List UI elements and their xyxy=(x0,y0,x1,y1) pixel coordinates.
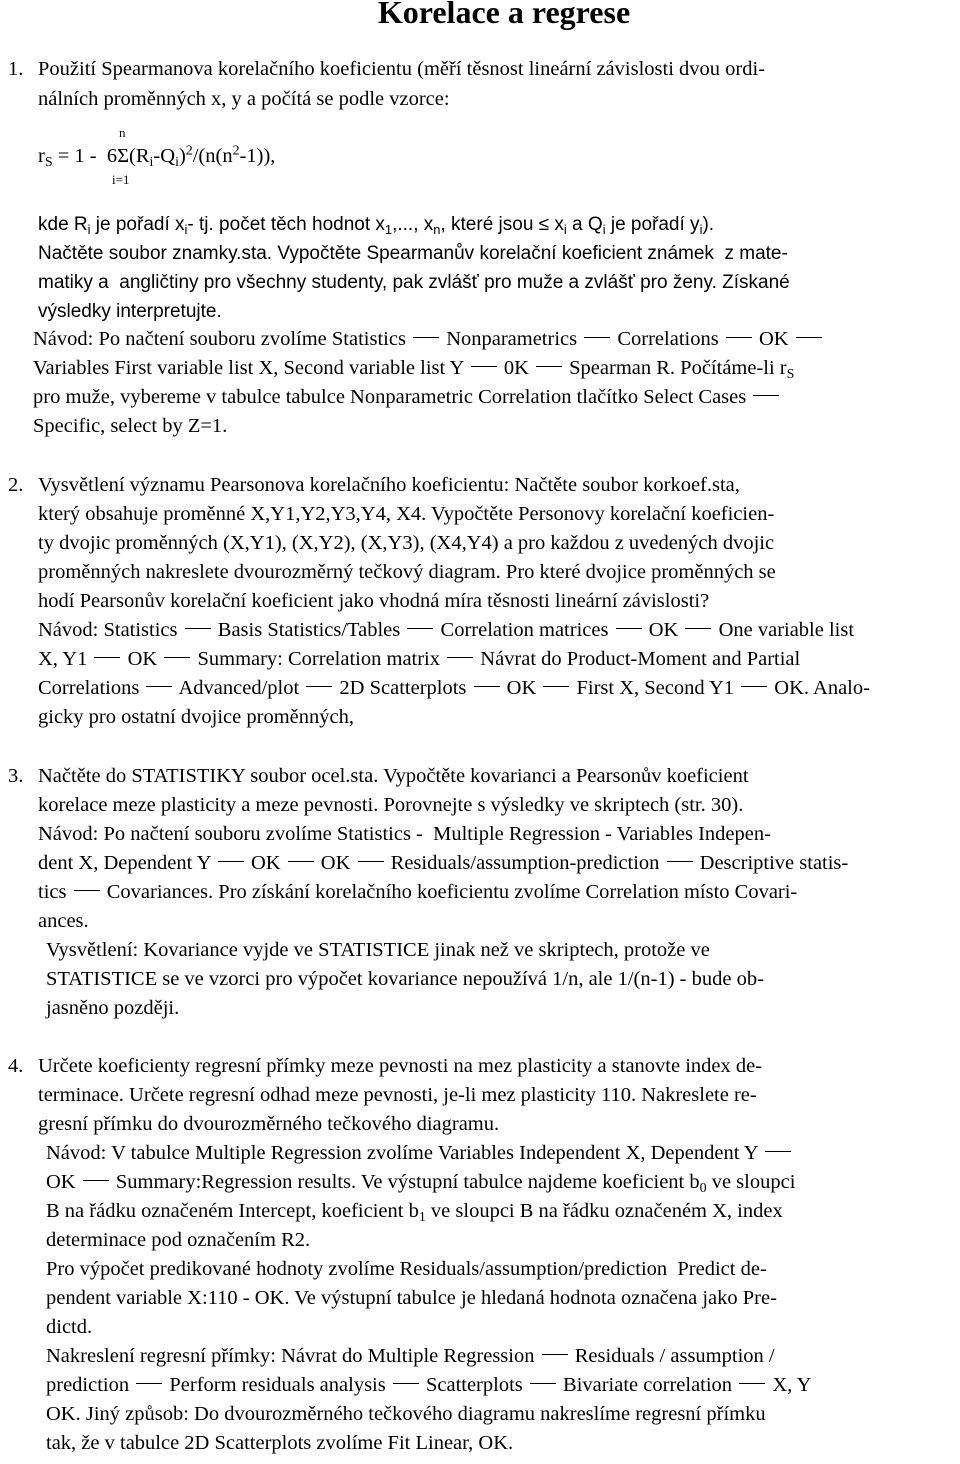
task4-regline-3: OK. Jiný způsob: Do dvourozměrného tečkového diagramu nakreslíme regresní přímku xyxy=(46,1403,766,1425)
dash-icon xyxy=(796,337,822,338)
dash-icon xyxy=(765,1151,791,1152)
task3-line-5: tics Covariances. Pro získání korelačního koeficientu zvolíme Correlation místo Covari- xyxy=(38,881,798,903)
task1-guide-4: Specific, select by Z=1. xyxy=(33,415,228,437)
task1-guide-3: pro muže, vybereme v tabulce tabulce Nonparametric Correlation tlačítko Select Cases xyxy=(33,384,781,410)
task2-line-5: hodí Pearsonův korelační koeficient jako vhodná míra těsnosti lineární závislosti? xyxy=(38,590,710,612)
task2-guide-4: gicky pro ostatní dvojice proměnných, xyxy=(38,706,354,728)
task1-line-5: matiky a angličtiny pro všechny studenty, pak zvlášť pro muže a zvlášť pro ženy. Získané xyxy=(38,272,790,293)
task4-predict-1: Pro výpočet predikované hodnoty zvolíme Residuals/assumption/prediction Predict de- xyxy=(46,1258,767,1280)
dash-icon xyxy=(543,686,569,687)
task4-regline-4: tak, že v tabulce 2D Scatterplots zvolíme Fit Linear, OK. xyxy=(46,1432,514,1454)
dash-icon xyxy=(471,366,497,367)
dash-icon xyxy=(536,366,562,367)
dash-icon xyxy=(164,657,190,658)
dash-icon xyxy=(306,686,332,687)
task1-line-2: nálních proměnných x, y a počítá se podle vzorce: xyxy=(38,88,450,110)
dash-icon xyxy=(146,686,172,687)
dash-icon xyxy=(753,395,779,396)
formula-sum-upper: n xyxy=(119,125,126,140)
dash-icon xyxy=(616,628,642,629)
task3-explain-3: jasněno později. xyxy=(46,997,180,1019)
task3-line-4: dent X, Dependent Y OK OK Residuals/assumption-prediction Descriptive statis- xyxy=(38,852,849,874)
task4-regline-1: Nakreslení regresní přímky: Návrat do Multiple Regression Residuals / assumption / xyxy=(46,1345,775,1367)
task2-line-3: ty dvojic proměnných (X,Y1), (X,Y2), (X,Y3), (X4,Y4) a pro každou z uvedených dvojic xyxy=(38,532,775,554)
dash-icon xyxy=(667,861,693,862)
dash-icon xyxy=(218,861,244,862)
dash-icon xyxy=(74,890,100,891)
dash-icon xyxy=(530,1383,556,1384)
task4-predict-2: pendent variable X:110 - OK. Ve výstupní tabulce je hledaná hodnota označena jako Pre- xyxy=(46,1287,777,1309)
task3-number: 3. xyxy=(8,765,24,787)
dash-icon xyxy=(542,1354,568,1355)
task2-number: 2. xyxy=(8,474,24,496)
dash-icon xyxy=(474,686,500,687)
task3-line-3: Návod: Po načtení souboru zvolíme Statistics - Multiple Regression - Variables Indepen- xyxy=(38,823,771,845)
dash-icon xyxy=(726,337,752,338)
task1-line-6: výsledky interpretujte. xyxy=(38,301,222,322)
task2-line-2: který obsahuje proměnné X,Y1,Y2,Y3,Y4, X4. Vypočtěte Personovy korelační koeficien- xyxy=(38,503,775,525)
task4-guide-3: B na řádku označeném Intercept, koeficient $b_1$ ve sloupci B na řádku označeném X, index xyxy=(46,1200,783,1226)
dash-icon xyxy=(83,1180,109,1181)
task1-number: 1. xyxy=(8,58,24,80)
task3-explain-2: STATISTICE se ve vzorci pro výpočet kovariance nepoužívá 1/n, ale 1/(n-1) - bude ob- xyxy=(46,968,764,990)
task2-guide-3: Correlations Advanced/plot 2D Scatterplots OK First X, Second Y1 OK. Analo- xyxy=(38,677,870,699)
task4-predict-3: dictd. xyxy=(46,1316,93,1338)
task3-explain-1: Vysvětlení: Kovariance vyjde ve STATISTICE jinak než ve skriptech, protože ve xyxy=(46,939,710,961)
dash-icon xyxy=(94,657,120,658)
task4-line-1: Určete koeficienty regresní přímky meze pevnosti na mez plasticity a stanovte index de- xyxy=(38,1055,763,1077)
task1-line-1: Použití Spearmanova korelačního koeficientu (měří těsnost lineární závislosti dvou ordi- xyxy=(38,58,765,80)
spearman-formula: $r_S = 1 - 6\Sigma(R_i-Q_i)^2/(n(n^2-1))$, xyxy=(38,143,276,171)
task2-guide-1: Návod: Statistics Basis Statistics/Tables Correlation matrices OK One variable list xyxy=(38,619,855,641)
dash-icon xyxy=(584,337,610,338)
task1-guide-2: Variables First variable list X, Second variable list Y 0K Spearman R. Počítáme-li $r_S$ xyxy=(33,357,795,383)
task4-guide-2: OK Summary:Regression results. Ve výstupní tabulce najdeme koeficient $b_0$ ve sloupci xyxy=(46,1171,796,1197)
dash-icon xyxy=(447,657,473,658)
task4-regline-2: prediction Perform residuals analysis Scatterplots Bivariate correlation X, Y xyxy=(46,1374,812,1396)
task1-line-4: Načtěte soubor znamky.sta. Vypočtěte Spearmanův korelační koeficient známek z mate- xyxy=(38,243,788,264)
task3-line-2: korelace meze plasticity a meze pevnosti. Porovnejte s výsledky ve skriptech (str. 30). xyxy=(38,794,744,816)
task3-line-6: ances. xyxy=(38,910,89,932)
formula-sum-lower: i=1 xyxy=(112,172,130,187)
task3-line-1: Načtěte do STATISTIKY soubor ocel.sta. Vypočtěte kovarianci a Pearsonův koeficient xyxy=(38,765,749,787)
dash-icon xyxy=(393,1383,419,1384)
task2-line-1: Vysvětlení významu Pearsonova korelačního koeficientu: Načtěte soubor korkoef.sta, xyxy=(38,474,740,496)
dash-icon xyxy=(136,1383,162,1384)
dash-icon xyxy=(685,628,711,629)
task4-line-2: terminace. Určete regresní odhad meze pevnosti, je-li mez plasticity 110. Nakreslete re- xyxy=(38,1084,757,1106)
task2-line-4: proměnných nakreslete dvourozměrný tečkový diagram. Pro které dvojice proměnných se xyxy=(38,561,776,583)
task4-number: 4. xyxy=(8,1055,24,1077)
dash-icon xyxy=(407,628,433,629)
task4-line-3: gresní přímku do dvourozměrného tečkového diagramu. xyxy=(38,1113,500,1135)
task4-guide-4: determinace pod označením R2. xyxy=(46,1229,311,1251)
dash-icon xyxy=(741,686,767,687)
task1-guide-1: Návod: Po načtení souboru zvolíme Statistics Nonparametrics Correlations OK xyxy=(33,326,824,352)
dash-icon xyxy=(358,861,384,862)
less-equal-symbol: ≤ xyxy=(538,214,550,235)
task4-guide-1: Návod: V tabulce Multiple Regression zvolíme Variables Independent X, Dependent Y xyxy=(46,1140,793,1166)
task1-where-line: kde $R_i$ je pořadí $x_i-$ tj. počet těch hodnot $x_1$,..., $x_n$, které jsou ≤ $x_i$ a $Q_i$ je pořadí $y_i$). xyxy=(38,214,715,237)
dash-icon xyxy=(413,337,439,338)
dash-icon xyxy=(739,1383,765,1384)
dash-icon xyxy=(185,628,211,629)
dash-icon xyxy=(288,861,314,862)
page-title: Korelace a regrese xyxy=(377,0,631,30)
task2-guide-2: X, Y1 OK Summary: Correlation matrix Návrat do Product-Moment and Partial xyxy=(38,648,801,670)
